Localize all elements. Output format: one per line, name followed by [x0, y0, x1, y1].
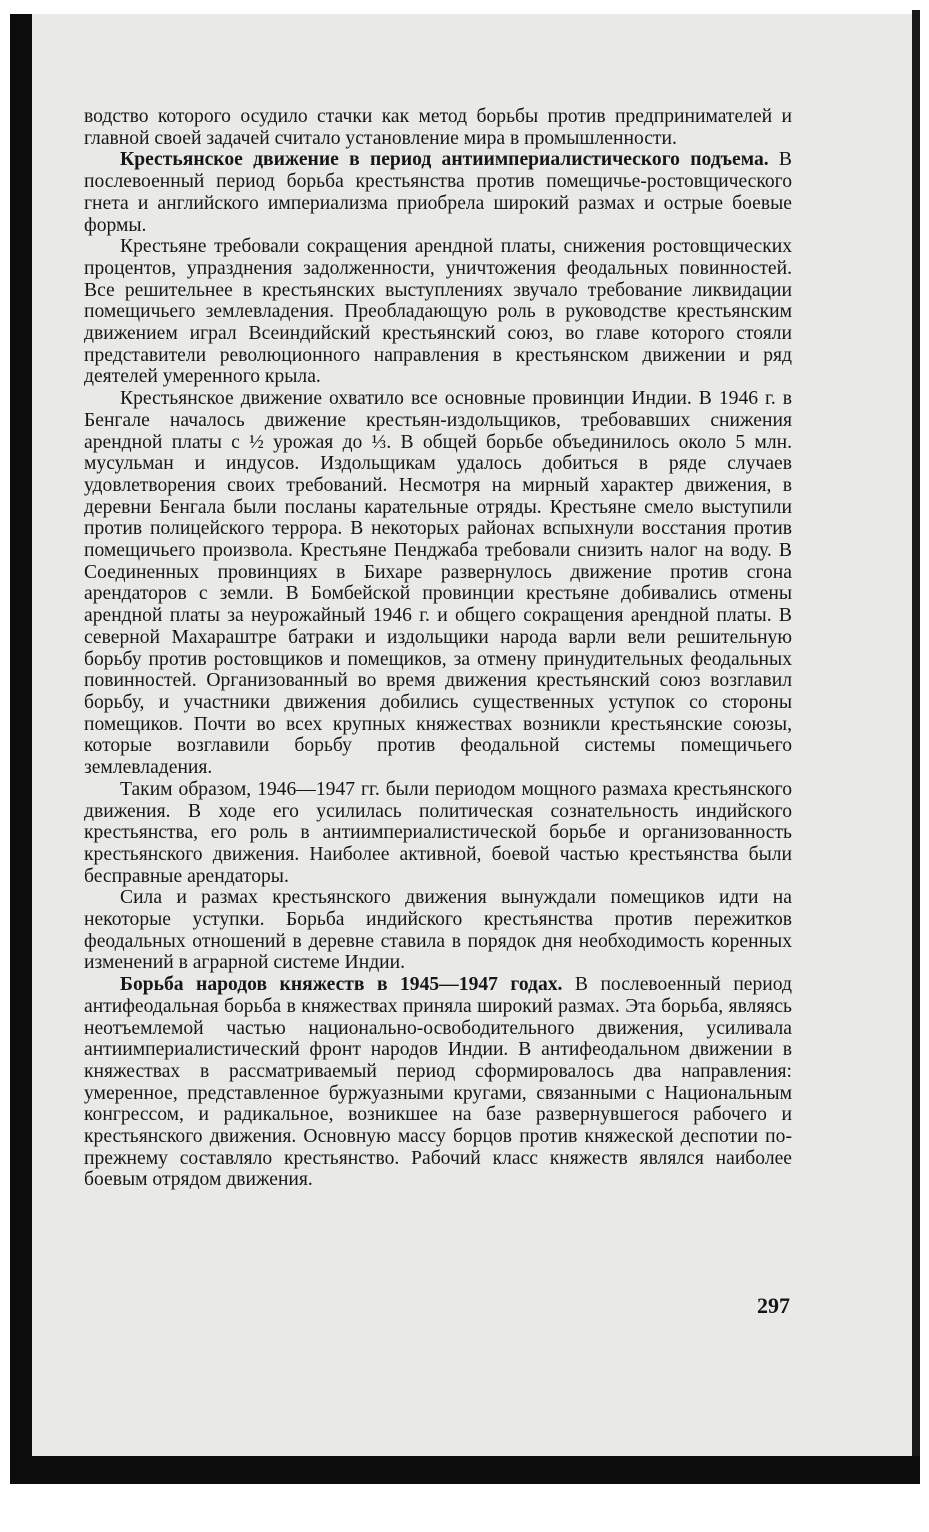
scan-border-left: [10, 14, 32, 1484]
paragraph-text: водство которого осудило стачки как метод борьбы против предпринимателей и главной своей задачей считало установление мира в промышленности.: [84, 106, 792, 149]
paragraph-concessions: [84, 887, 792, 974]
paragraph-demands: [84, 236, 792, 388]
scan-border-right: [912, 10, 920, 1484]
page-number: 297: [757, 1293, 790, 1318]
paragraph-text: Таким образом, 1946—1947 гг. были периодом мощного размаха крестьянского движения. В ходе его усилилась политическая сознательность индийского крестьянства, его роль в антиимпериалистической борьбе и организованность крестьянского движения. Наиболее активной, боевой частью крестьянства были бесправные арендаторы.: [84, 778, 792, 887]
body-text: [84, 106, 792, 1191]
paragraph-text: Сила и размах крестьянского движения вынуждали помещиков идти на некоторые уступки. Борьба индийского крестьянства против пережитков феодальных отношений в деревне ставила в порядок дня необходимость коренных изменений в аграрной системе Индии.: [84, 887, 792, 974]
scan-border-bottom: [10, 1456, 920, 1484]
paragraph-principalities: [84, 974, 792, 1191]
paragraph-provinces: [84, 388, 792, 779]
section-heading: Крестьянское движение в период антиимпериалистического подъема.: [120, 149, 769, 171]
paragraph-summary: [84, 779, 792, 888]
paragraph-text: В послевоенный период антифеодальная борьба в княжествах приняла широкий размах. Эта борьба, являясь неотъемлемой частью национально-освободительного движения, усиливала антиимпериалистический фронт народов Индии. В антифеодальном движении в княжествах в рассматриваемый период сформировалось два направления: умеренное, представленное буржуазными кругами, связанными с Национальным конгрессом, и радикальное, возникшее на базе развернувшегося рабочего и крестьянского движения. Основную массу борцов против княжеской деспотии по-прежнему составляло крестьянство. Рабочий класс княжеств являлся наиболее боевым отрядом движения.: [84, 974, 792, 1191]
paragraph-text: Крестьяне требовали сокращения арендной платы, снижения ростовщических процентов, упразднения задолженности, уничтожения феодальных повинностей. Все решительнее в крестьянских выступлениях звучало требование ликвидации помещичьего землевладения. Преобладающую роль в руководстве крестьянским движением играл Всеиндийский крестьянский союз, во главе которого стояли представители революционного направления в крестьянском движении и ряд деятелей умеренного крыла.: [84, 236, 792, 388]
paragraph-text: Крестьянское движение охватило все основные провинции Индии. В 1946 г. в Бенгале началось движение крестьян-издольщиков, требовавших снижения арендной платы с ½ урожая до ⅓. В общей борьбе объединилось около 5 млн. мусульман и индусов. Издольщикам удалось добиться в ряде случаев удовлетворения своих требований. Несмотря на мирный характер движения, в деревни Бенгала были посланы карательные отряды. Крестьяне смело выступили против полицейского террора. В некоторых районах вспыхнули восстания против помещичьего произвола. Крестьяне Пенджаба требовали снизить налог на воду. В Соединенных провинциях в Бихаре развернулось движение против сгона арендаторов с земли. В Бомбейской провинции крестьяне добивались отмены арендной платы за неурожайный 1946 г. и общего сокращения арендной платы. В северной Махараштре батраки и издольщики народа варли вели решительную борьбу против ростовщиков и помещиков, за отмену принудительных феодальных повинностей. Организованный во время движения крестьянский союз возглавил борьбу, и участники движения добились существенных уступок со стороны помещиков. Почти во всех крупных княжествах возникли крестьянские союзы, которые возглавили борьбу против феодальной системы помещичьего землевладения.: [84, 388, 792, 779]
paragraph-text: В послевоенный период борьба крестьянства против помещичье-ростовщического гнета и английского империализма приобрела широкий размах и острые боевые формы.: [84, 149, 792, 236]
section-heading: Борьба народов княжеств в 1945—1947 годах.: [120, 974, 563, 996]
paragraph-continuation: [84, 106, 792, 149]
paragraph-peasant-movement: [84, 149, 792, 236]
